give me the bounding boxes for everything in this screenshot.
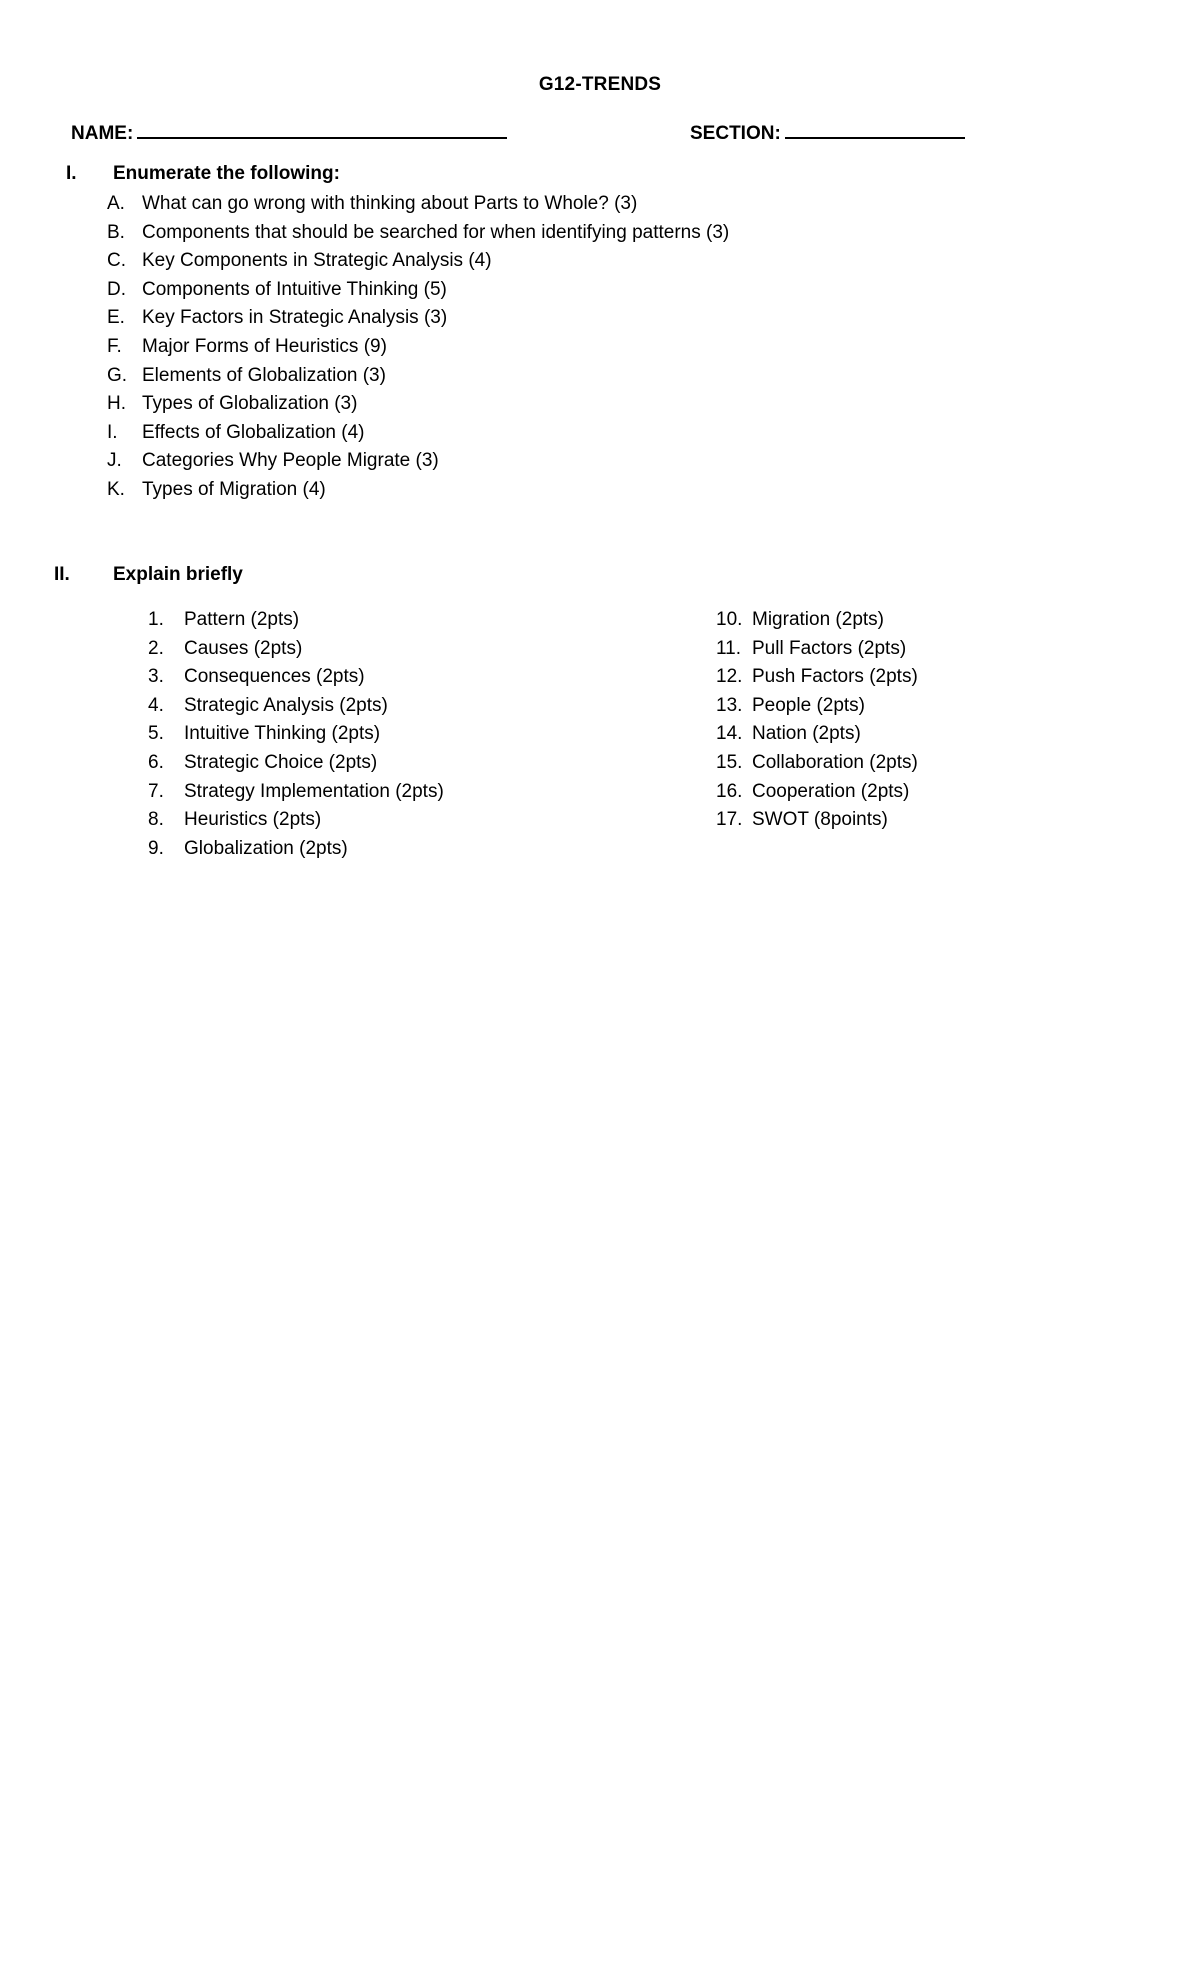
enumerate-list bbox=[107, 190, 729, 505]
item-number: 9. bbox=[148, 837, 164, 859]
list-item bbox=[716, 720, 918, 749]
item-letter: C. bbox=[107, 250, 126, 272]
item-text: Cooperation (2pts) bbox=[752, 780, 910, 802]
list-item bbox=[716, 749, 918, 778]
list-item bbox=[716, 606, 918, 635]
item-text: Globalization (2pts) bbox=[184, 837, 348, 859]
item-number: 16. bbox=[716, 780, 743, 802]
item-letter: D. bbox=[107, 278, 126, 300]
item-number: 17. bbox=[716, 809, 743, 831]
item-text: Types of Globalization (3) bbox=[142, 393, 358, 415]
name-blank-line bbox=[137, 118, 507, 139]
list-item bbox=[107, 333, 729, 362]
item-text: Collaboration (2pts) bbox=[752, 751, 918, 773]
list-item bbox=[716, 692, 918, 721]
list-item bbox=[107, 276, 729, 305]
item-number: 10. bbox=[716, 609, 743, 630]
item-text: Heuristics (2pts) bbox=[184, 809, 322, 831]
list-item bbox=[148, 663, 444, 692]
item-text: Strategic Choice (2pts) bbox=[184, 751, 378, 773]
item-number: 2. bbox=[148, 637, 164, 659]
item-text: Key Factors in Strategic Analysis (3) bbox=[142, 307, 448, 329]
item-text: Components of Intuitive Thinking (5) bbox=[142, 278, 447, 300]
list-item bbox=[107, 390, 729, 419]
item-number: 3. bbox=[148, 666, 164, 688]
list-item bbox=[716, 663, 918, 692]
list-item bbox=[148, 835, 444, 864]
name-label: NAME: bbox=[71, 123, 134, 144]
explain-list-column-1 bbox=[148, 606, 444, 863]
item-number: 8. bbox=[148, 809, 164, 831]
item-number: 6. bbox=[148, 751, 164, 773]
list-item bbox=[107, 190, 729, 219]
section-blank-line bbox=[785, 118, 965, 139]
item-text: Key Components in Strategic Analysis (4) bbox=[142, 250, 492, 272]
list-item bbox=[716, 806, 918, 835]
item-text: Pull Factors (2pts) bbox=[752, 637, 907, 659]
item-letter: H. bbox=[107, 393, 126, 415]
list-item bbox=[148, 778, 444, 807]
item-text: SWOT (8points) bbox=[752, 809, 888, 831]
list-item bbox=[148, 606, 444, 635]
item-text: Major Forms of Heuristics (9) bbox=[142, 335, 387, 357]
list-item bbox=[148, 806, 444, 835]
list-item bbox=[107, 304, 729, 333]
item-letter: A. bbox=[107, 193, 125, 214]
list-item bbox=[107, 419, 729, 448]
item-letter: F. bbox=[107, 335, 122, 357]
section-field bbox=[690, 118, 965, 145]
list-item bbox=[716, 635, 918, 664]
item-number: 15. bbox=[716, 751, 743, 773]
item-text: Components that should be searched for when identifying patterns (3) bbox=[142, 221, 730, 243]
item-number: 12. bbox=[716, 666, 743, 688]
item-text: Types of Migration (4) bbox=[142, 478, 326, 500]
item-number: 7. bbox=[148, 780, 164, 802]
item-text: Consequences (2pts) bbox=[184, 666, 365, 688]
item-text: Pattern (2pts) bbox=[184, 609, 300, 630]
item-number: 4. bbox=[148, 694, 164, 716]
item-number: 13. bbox=[716, 694, 743, 716]
name-field bbox=[71, 118, 507, 145]
item-text: Causes (2pts) bbox=[184, 637, 303, 659]
list-item bbox=[716, 778, 918, 807]
item-number: 5. bbox=[148, 723, 164, 745]
list-item bbox=[107, 219, 729, 248]
item-letter: E. bbox=[107, 307, 125, 329]
list-item bbox=[107, 447, 729, 476]
part1-heading-text: Enumerate the following: bbox=[113, 163, 340, 184]
item-text: Strategic Analysis (2pts) bbox=[184, 694, 388, 716]
item-text: What can go wrong with thinking about Parts to Whole? (3) bbox=[142, 193, 638, 214]
item-text: Strategy Implementation (2pts) bbox=[184, 780, 444, 802]
explain-list-column-2 bbox=[716, 606, 918, 835]
item-number: 1. bbox=[148, 609, 164, 630]
item-letter: I. bbox=[107, 421, 118, 443]
item-number: 14. bbox=[716, 723, 743, 745]
item-text: People (2pts) bbox=[752, 694, 866, 716]
part2-numeral: II. bbox=[54, 564, 70, 585]
list-item bbox=[107, 476, 729, 505]
list-item bbox=[148, 635, 444, 664]
item-letter: G. bbox=[107, 364, 128, 386]
list-item bbox=[148, 720, 444, 749]
list-item bbox=[107, 247, 729, 276]
list-item bbox=[148, 749, 444, 778]
item-letter: K. bbox=[107, 478, 125, 500]
item-letter: B. bbox=[107, 221, 125, 243]
item-text: Effects of Globalization (4) bbox=[142, 421, 365, 443]
part1-numeral: I. bbox=[66, 163, 77, 184]
document-title: G12-TRENDS bbox=[538, 74, 662, 95]
item-text: Push Factors (2pts) bbox=[752, 666, 918, 688]
item-text: Elements of Globalization (3) bbox=[142, 364, 386, 386]
item-text: Nation (2pts) bbox=[752, 723, 861, 745]
item-letter: J. bbox=[107, 450, 122, 472]
list-item bbox=[107, 362, 729, 391]
list-item bbox=[148, 692, 444, 721]
part2-heading-text: Explain briefly bbox=[113, 564, 243, 585]
item-number: 11. bbox=[716, 637, 742, 659]
item-text: Categories Why People Migrate (3) bbox=[142, 450, 439, 472]
section-label: SECTION: bbox=[690, 123, 781, 144]
item-text: Intuitive Thinking (2pts) bbox=[184, 723, 381, 745]
item-text: Migration (2pts) bbox=[752, 609, 884, 630]
